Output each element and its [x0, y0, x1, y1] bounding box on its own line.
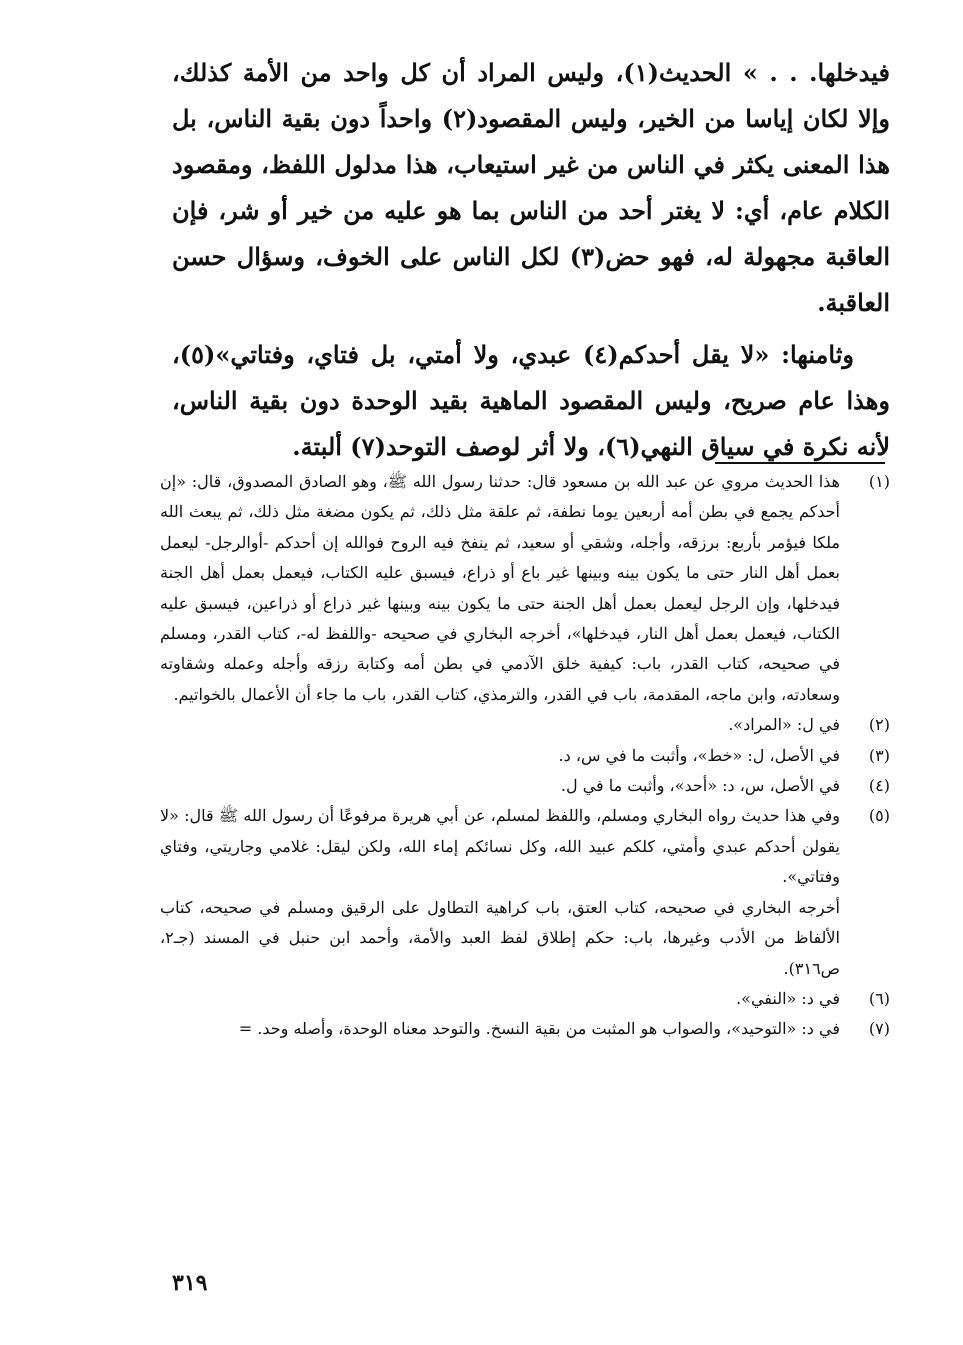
footnote-2 — [160, 710, 890, 740]
footnote-1 — [160, 467, 890, 710]
footnote-7 — [160, 1014, 890, 1044]
footnote-number: (٢) — [868, 715, 890, 735]
footnote-text: وفي هذا حديث رواه البخاري ومسلم، واللفظ لمسلم، عن أبي هريرة مرفوعًا أن رسول الله ﷺ قال: «لا يقولن أحدكم عبدي وأمتي، كلكم عبيد الله، وكل نسائكم إماء الله، ولكن ليقل: غلامي وجاريتي، وفتاي وفتاتي». — [160, 806, 841, 887]
page-number: ٣١٩ — [172, 1270, 208, 1296]
footnote-number: (٣) — [868, 745, 890, 765]
footnotes — [160, 467, 890, 1045]
footnote-text: في الأصل، ل: «خط»، وأثبت ما في س، د. — [558, 745, 840, 765]
footnote-6 — [160, 984, 890, 1014]
footnote-3 — [160, 741, 890, 771]
footnote-text: في الأصل، س، د: «أحد»، وأثبت ما في ل. — [560, 776, 840, 796]
footnote-text: في د: «التوحيد»، والصواب هو المثبت من بقية النسخ. والتوحد معناه الوحدة، وأصله وحد. = — [238, 1019, 840, 1039]
footnote-text: هذا الحديث مروي عن عبد الله بن مسعود قال: حدثنا رسول الله ﷺ، وهو الصادق المصدوق، قال: «إن أحدكم يجمع في بطن أمه أربعين يوما نطفة، ثم علقة مثل ذلك، ثم يكون مضغة مثل ذلك، ثم يبعث الله ملكا فيؤمر بأربع: برزقه، وأجله، وشقي أو سعيد، ثم ينفخ فيه الروح فوالله إن أحدكم -أوالرجل- ليعمل بعمل أهل النار حتى ما يكون بينه وبينها غير باع أو ذراع، فيسبق عليه الكتاب، فيعمل بعمل أهل الجنة فيدخلها، وإن الرجل ليعمل بعمل أهل الجنة حتى ما يكون بينه وبينها غير ذراع أو ذراعين، فيسبق عليه الكتاب، فيعمل بعمل أهل النار، فيدخلها»، أخرجه البخاري في صحيحه -واللفظ له-، كتاب القدر، ومسلم في صحيحه، كتاب القدر، باب: كيفية خلق الآدمي في بطن أمه وكتابة رزقه وأجله وعمله وشقاوته وسعادته، وابن ماجه، المقدمة، باب في القدر، والترمذي، كتاب القدر، باب ما جاء أن الأعمال بالخواتيم. — [160, 472, 841, 704]
footnote-4 — [160, 771, 890, 801]
footnote-number: (٥) — [868, 806, 890, 826]
paragraph-1: فيدخلها. . . » الحديث(١)، وليس المراد أن كل واحد من الأمة كذلك، وإلا لكان إياسا من الخير، وليس المقصود(٢) واحداً دون بقية الناس، بل هذا المعنى يكثر في الناس من غير استيعاب، هذا مدلول اللفظ، ومقصود الكلام عام، أي: لا يغتر أحد من الناس بما هو عليه من خير أو شر، فإن العاقبة مجهولة له، فهو حض(٣) لكل الناس على الخوف، وسؤال حسن العاقبة. — [172, 58, 890, 317]
footnote-number: (٤) — [868, 776, 890, 796]
footnote-text: في د: «النفي». — [736, 988, 840, 1008]
footnote-text: في ل: «المراد». — [728, 715, 840, 735]
footnote-5 — [160, 801, 890, 892]
main-text — [172, 50, 890, 470]
footnote-5-continuation: أخرجه البخاري في صحيحه، كتاب العتق، باب كراهية التطاول على الرقيق ومسلم في صحيحه، كتاب الألفاظ من الأدب وغيرها، باب: حكم إطلاق لفظ العبد والأمة، وأحمد ابن حنبل في المسند (جـ٢، ص٣١٦). — [160, 897, 841, 978]
footnote-separator — [715, 462, 885, 464]
paragraph-2: وثامنها: «لا يقل أحدكم(٤) عبدي، ولا أمتي، بل فتاي، وفتاتي»(٥)، وهذا عام صريح، وليس المقصود الماهية بقيد الوحدة دون بقية الناس، لأنه نكرة في سياق النهي(٦)، ولا أثر لوصف التوحد(٧) ألبتة. — [172, 340, 890, 461]
footnote-number: (٦) — [868, 988, 890, 1008]
footnote-number: (١) — [868, 472, 890, 491]
footnote-number: (٧) — [868, 1019, 890, 1039]
